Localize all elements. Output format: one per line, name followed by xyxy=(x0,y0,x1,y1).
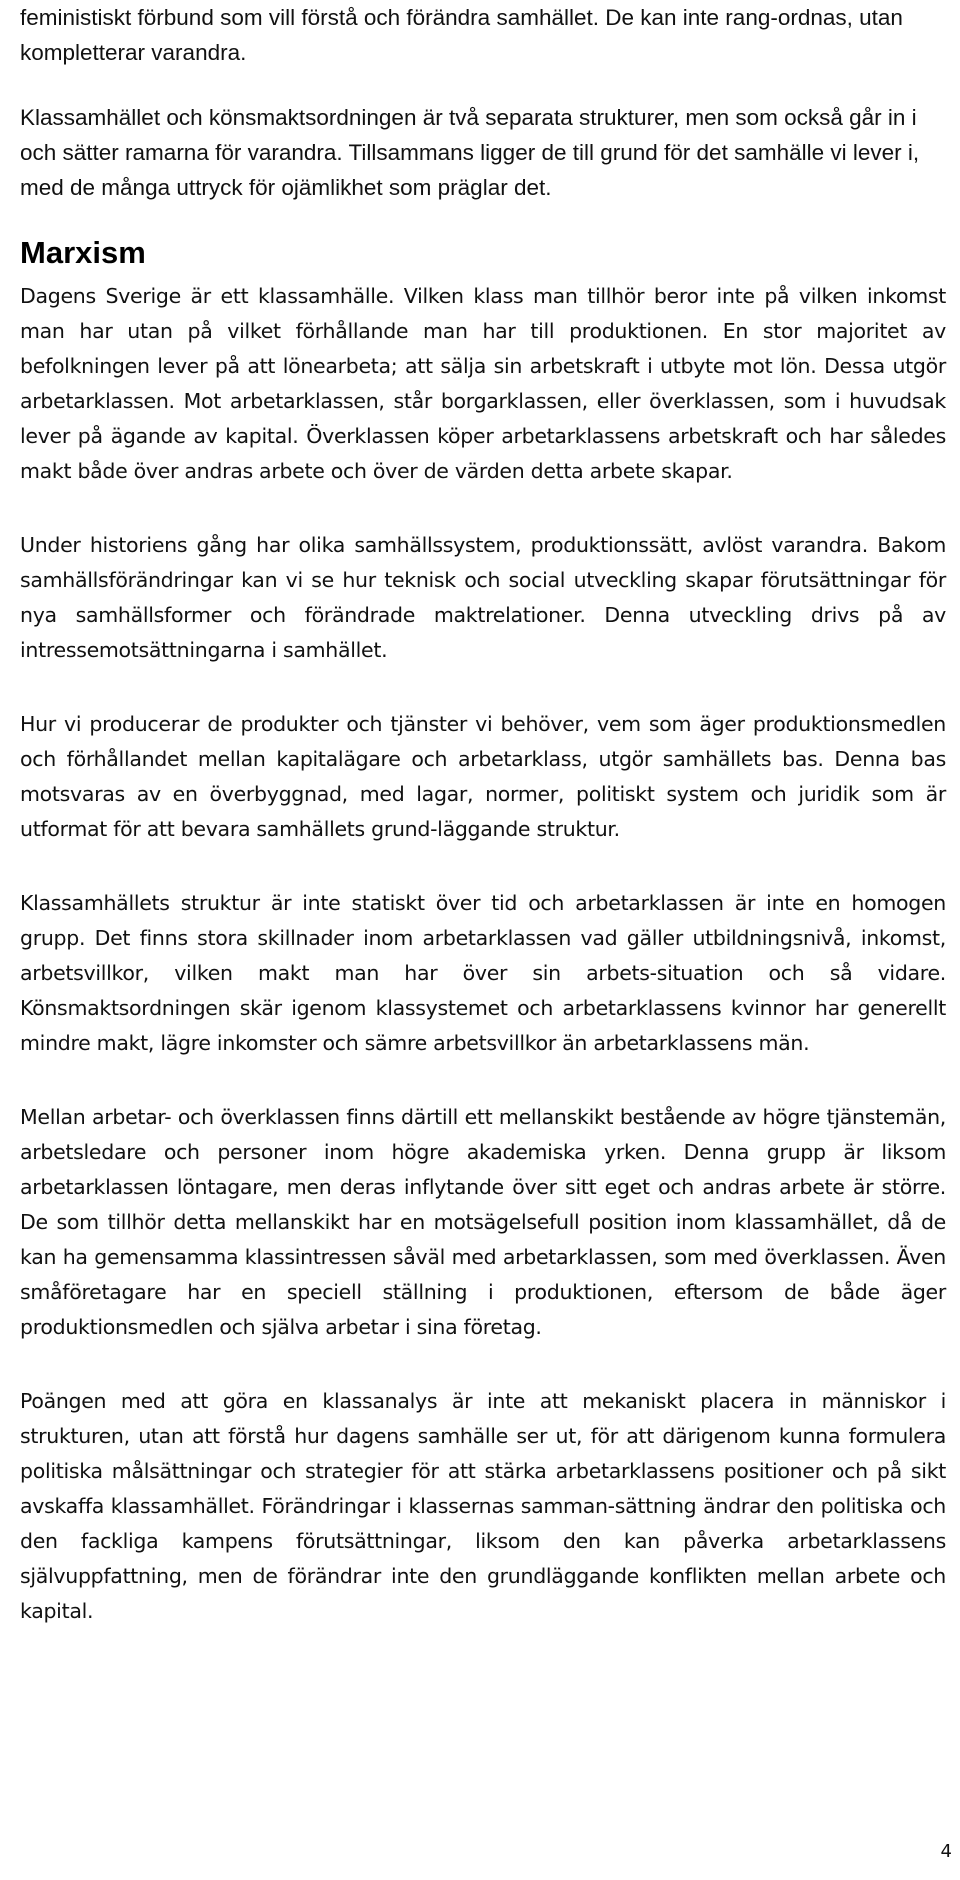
body-paragraph: Poängen med att göra en klassanalys är inte att mekaniskt placera in människor i strukturen, utan att förstå hur dagens samhälle ser ut, för att därigenom kunna formulera politiska målsättningar och strategier för att stärka arbetarklassens positioner och på sikt avskaffa klassamhället. Förändringar i klassernas samman-sättning ändrar den politiska och den fackliga kampens förutsättningar, liksom den kan påverka arbetarklassens självuppfattning, men de förändrar inte den grundläggande konflikten mellan arbete och kapital. xyxy=(20,1389,946,1623)
body-paragraph: Hur vi producerar de produkter och tjänster vi behöver, vem som äger produktionsmedlen och förhållandet mellan kapitalägare och arbetarklass, utgör samhällets bas. Denna bas motsvaras av en överbyggnad, med lagar, normer, politiskt system och juridik som är utformat för att bevara samhällets grund-läggande struktur. xyxy=(20,712,946,841)
page-number: 4 xyxy=(940,1841,952,1862)
body-paragraph: Mellan arbetar- och överklassen finns därtill ett mellanskikt bestående av högre tjänstemän, arbetsledare och personer inom högre akademiska yrken. Denna grupp är liksom arbetarklassen löntagare, men deras inflytande över sitt eget och andras arbete är större. De som tillhör detta mellanskikt har en motsägelsefull position inom klassamhället, då de kan ha gemensamma klassintressen såväl med arbetarklassen, som med överklassen. Även småföretagare har en speciell ställning i produktionen, eftersom de både äger produktionsmedlen och själva arbetar i sina företag. xyxy=(20,1105,946,1339)
document-page xyxy=(20,0,946,1629)
body-paragraph: Klassamhällets struktur är inte statiskt över tid och arbetarklassen är inte en homogen grupp. Det finns stora skillnader inom arbetarklassen vad gäller utbildningsnivå, inkomst, arbetsvillkor, vilken makt man har över sin arbets-situation och så vidare. Könsmaktsordningen skär igenom klassystemet och arbetarklassens kvinnor har generellt mindre makt, lägre inkomster och sämre arbetsvillkor än arbetarklassens män. xyxy=(20,891,946,1055)
body-paragraph: Under historiens gång har olika samhällssystem, produktionssätt, avlöst varandra. Bakom samhällsförändringar kan vi se hur teknisk och social utveckling skapar förutsättningar för nya samhällsformer och förändrade maktrelationer. Denna utveckling drivs på av intressemotsättningarna i samhället. xyxy=(20,533,946,662)
intro-paragraph: Klassamhället och könsmaktsordningen är två separata strukturer, men som också går in i och sätter ramarna för varandra. Tillsammans ligger de till grund för det samhälle vi lever i, med de många uttryck för ojämlikhet som präglar det. xyxy=(20,105,920,200)
intro-paragraph: feministiskt förbund som vill förstå och förändra samhället. De kan inte rang-ordnas, utan kompletterar varandra. xyxy=(20,5,903,65)
section-body xyxy=(20,279,946,1629)
intro-text xyxy=(20,0,946,205)
section-heading: Marxism xyxy=(20,235,146,270)
body-paragraph: Dagens Sverige är ett klassamhälle. Vilken klass man tillhör beror inte på vilken inkomst man har utan på vilket förhållande man har till produktionen. En stor majoritet av befolkningen lever på att lönearbeta; att sälja sin arbetskraft i utbyte mot lön. Dessa utgör arbetarklassen. Mot arbetarklassen, står borgarklassen, eller överklassen, som i huvudsak lever på ägande av kapital. Överklassen köper arbetarklassens arbetskraft och har således makt både över andras arbete och över de värden detta arbete skapar. xyxy=(20,284,946,483)
